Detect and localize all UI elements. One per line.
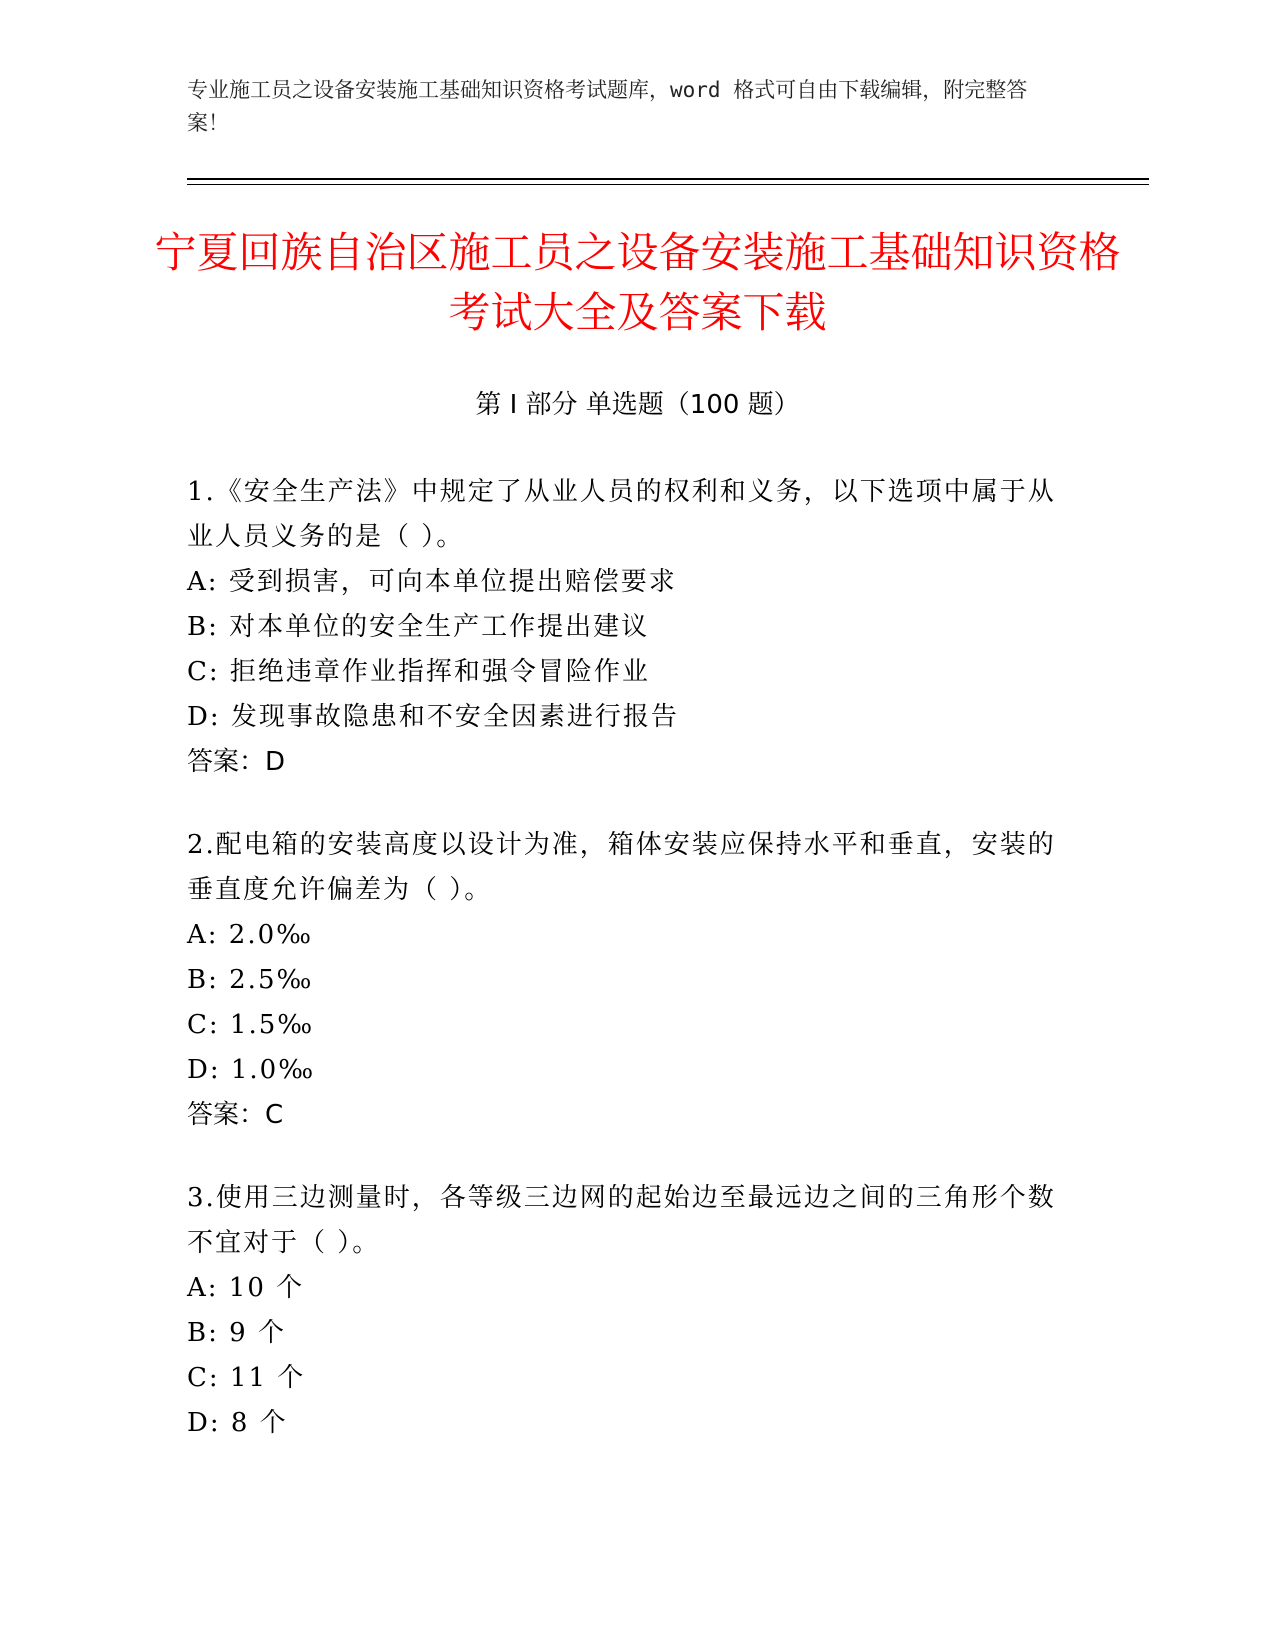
question-stem: 3.使用三边测量时，各等级三边网的起始边至最远边之间的三角形个数不宜对于（ ）。 xyxy=(187,1183,1056,1258)
answer: 答案：D xyxy=(187,747,286,777)
option-c: C: 拒绝违章作业指挥和强令冒险作业 xyxy=(187,657,650,687)
option-c: C: 1.5‰ xyxy=(187,1010,315,1040)
header-divider-thick xyxy=(187,178,1149,180)
section-heading: 第 I 部分 单选题（100 题） xyxy=(475,390,800,420)
option-a: A: 2.0‰ xyxy=(187,920,314,950)
option-b: B: 对本单位的安全生产工作提出建议 xyxy=(187,612,650,642)
option-c: C: 11 个 xyxy=(187,1363,306,1393)
document-title: 宁夏回族自治区施工员之设备安装施工基础知识资格考试大全及答案下载 xyxy=(154,228,1121,337)
header-divider-thin xyxy=(187,184,1149,185)
answer: 答案：C xyxy=(187,1100,284,1130)
option-d: D: 8 个 xyxy=(187,1408,288,1438)
option-a: A: 受到损害，可向本单位提出赔偿要求 xyxy=(187,567,677,597)
option-b: B: 9 个 xyxy=(187,1318,286,1348)
option-a: A: 10 个 xyxy=(187,1273,305,1303)
question-stem: 2.配电箱的安装高度以设计为准，箱体安装应保持水平和垂直，安装的垂直度允许偏差为（ ）。 xyxy=(187,830,1056,905)
question-3 xyxy=(187,1176,1067,1446)
question-1 xyxy=(187,470,1067,785)
question-2 xyxy=(187,823,1067,1138)
option-b: B: 2.5‰ xyxy=(187,965,314,995)
header-note: 专业施工员之设备安装施工基础知识资格考试题库，word 格式可自由下载编辑，附完整答案！ xyxy=(187,78,1028,135)
question-list xyxy=(187,470,1067,1484)
option-d: D: 发现事故隐患和不安全因素进行报告 xyxy=(187,702,679,732)
question-stem: 1.《安全生产法》中规定了从业人员的权利和义务，以下选项中属于从业人员义务的是（ ）。 xyxy=(187,477,1056,552)
option-d: D: 1.0‰ xyxy=(187,1055,316,1085)
